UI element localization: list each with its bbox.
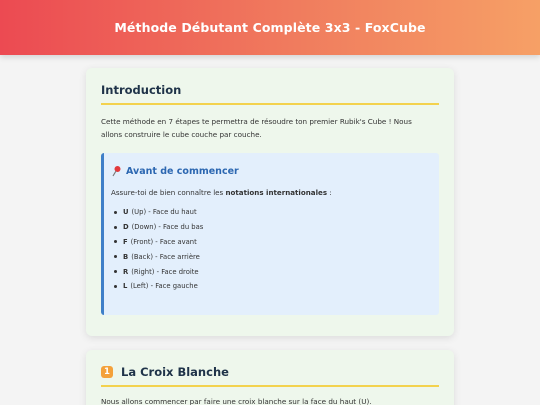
notation-desc: (Up) - Face du haut <box>131 208 197 217</box>
notation-key: R <box>123 267 129 276</box>
notation-desc: (Right) - Face droite <box>131 267 199 276</box>
list-item <box>111 279 433 294</box>
page-title: Méthode Débutant Complète 3x3 - FoxCube <box>114 20 426 35</box>
notation-desc: (Left) - Face gauche <box>130 282 198 291</box>
notation-desc: (Back) - Face arrière <box>131 252 200 261</box>
notation-key: U <box>123 208 129 217</box>
step-1-title-row <box>101 350 439 387</box>
callout-text-bold: notations internationales <box>225 188 328 197</box>
list-item <box>111 264 433 279</box>
notation-key: F <box>123 237 128 246</box>
list-item <box>111 220 433 235</box>
step-1-card <box>86 350 454 405</box>
notation-desc: (Front) - Face avant <box>130 237 197 246</box>
bullet-icon <box>114 226 117 229</box>
list-item <box>111 235 433 250</box>
bullet-icon <box>114 240 117 243</box>
step-1-title: La Croix Blanche <box>121 365 229 379</box>
pushpin-icon <box>111 165 123 177</box>
step-1-text: Nous allons commencer par faire une croix blanche sur la face du haut (U). <box>101 397 372 405</box>
callout-text-start: Assure-toi de bien connaître les <box>111 188 226 197</box>
list-item <box>111 205 433 220</box>
intro-text: Cette méthode en 7 étapes te permettra de résoudre ton premier Rubik's Cube ! Nous allons construire le cube couche par couche. <box>101 117 412 139</box>
bullet-icon <box>114 285 117 288</box>
callout-title-row <box>111 165 433 177</box>
bullet-icon <box>114 270 117 273</box>
callout-text <box>111 188 433 197</box>
intro-card <box>86 68 454 336</box>
notation-key: D <box>123 223 129 232</box>
list-item <box>111 249 433 264</box>
callout-text-end: : <box>327 188 332 197</box>
bullet-icon <box>114 211 117 214</box>
before-start-callout <box>101 153 439 315</box>
bullet-icon <box>114 255 117 258</box>
page-header <box>0 0 540 55</box>
notation-key: L <box>123 282 128 291</box>
intro-title: Introduction <box>101 68 439 105</box>
callout-title: Avant de commencer <box>126 165 239 177</box>
notation-desc: (Down) - Face du bas <box>131 223 204 232</box>
notation-key: B <box>123 252 129 261</box>
notations-list <box>111 205 433 294</box>
step-number-badge: 1 <box>101 366 113 378</box>
